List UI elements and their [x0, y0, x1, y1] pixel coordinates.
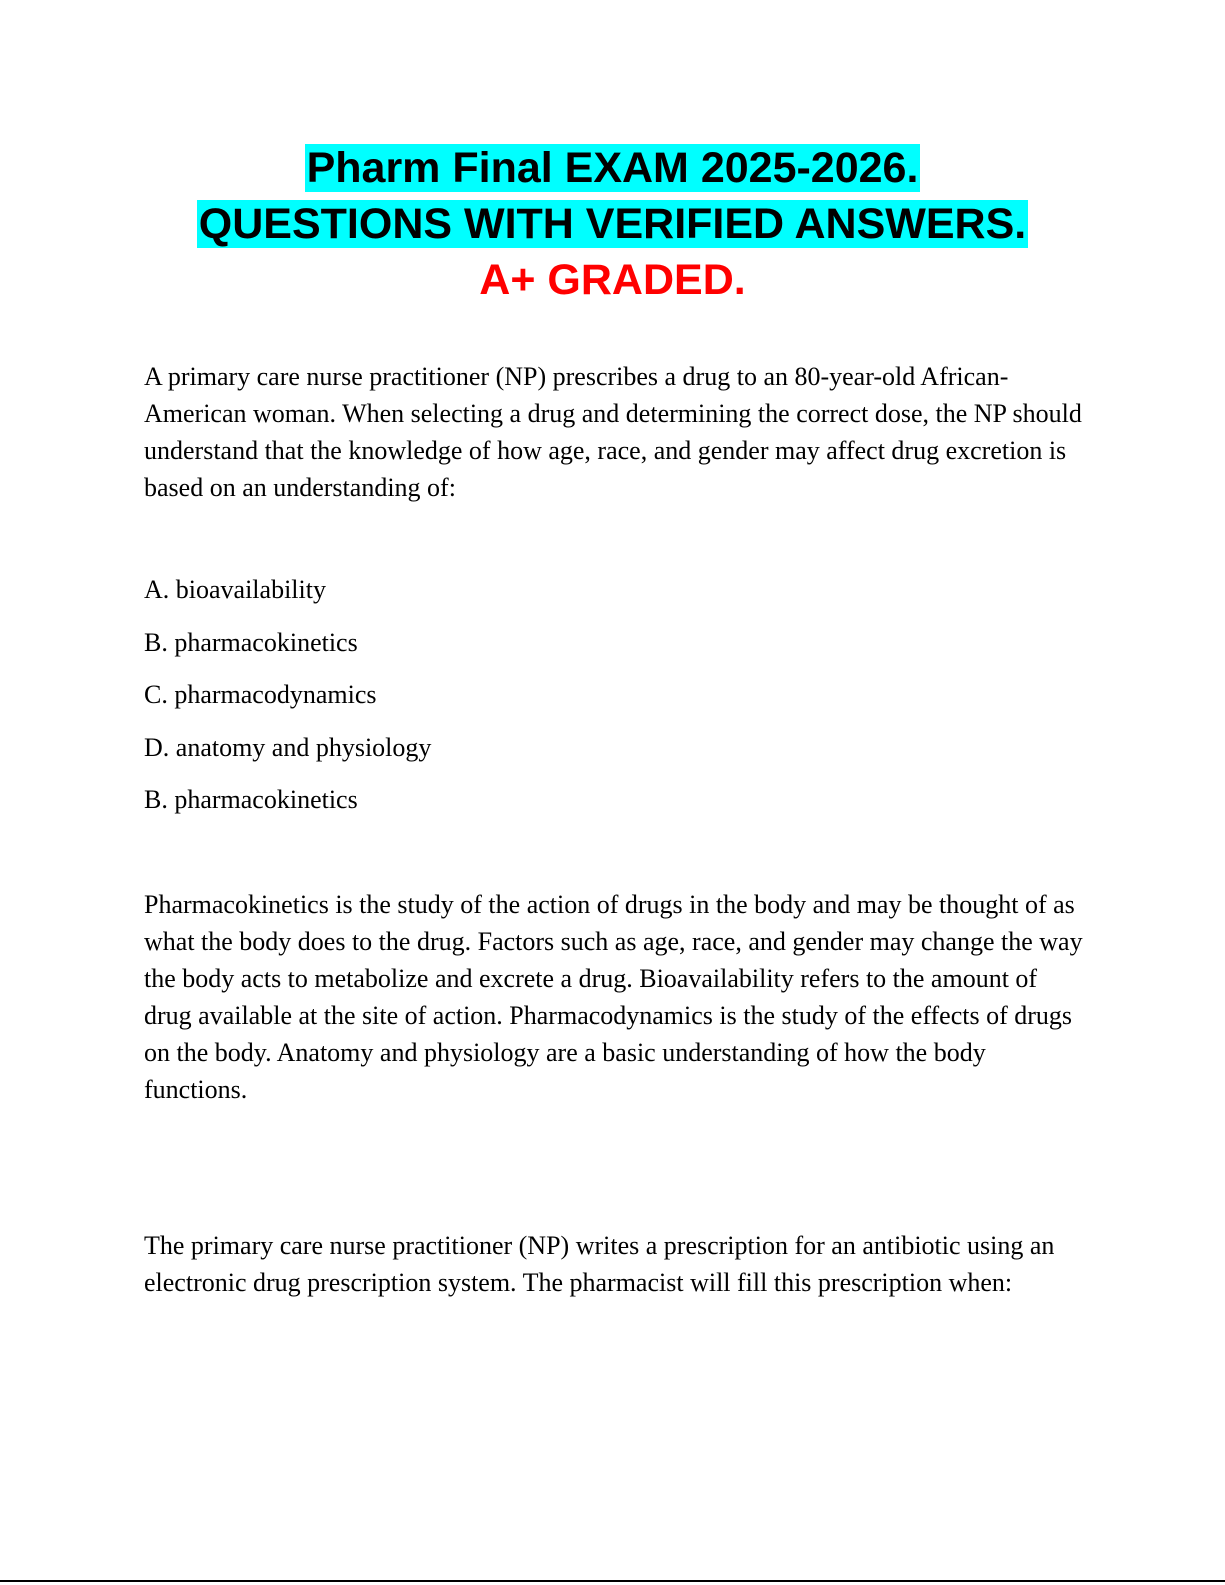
- title-line-1: [0, 140, 1225, 196]
- question-1-text: A primary care nurse practitioner (NP) prescribes a drug to an 80-year-old African-American woman. When selecting a drug and determining the correct dose, the NP should understand that the knowledge of how age, race, and gender may affect drug excretion is based on an understanding of:: [144, 362, 1082, 502]
- title-questions-highlight: QUESTIONS WITH VERIFIED ANSWERS.: [198, 200, 1027, 248]
- option-c: C. pharmacodynamics: [144, 680, 377, 709]
- title-line-2: [0, 196, 1225, 252]
- question-1-explanation: Pharmacokinetics is the study of the action of drugs in the body and may be thought of as what the body does to the drug. Factors such as age, race, and gender may change the way the body acts to metabolize and excrete a drug. Bioavailability refers to the amount of drug available at the site of action. Pharmacodynamics is the study of the effects of drugs on the body. Anatomy and physiology are a basic understanding of how the body functions.: [144, 890, 1083, 1104]
- title-grade: A+ GRADED.: [479, 256, 746, 304]
- question-1-answer: B. pharmacokinetics: [144, 785, 358, 814]
- title-exam-highlight: Pharm Final EXAM 2025-2026.: [306, 144, 919, 192]
- page-bottom-rule: [0, 1580, 1225, 1582]
- question-2-text: The primary care nurse practitioner (NP) writes a prescription for an antibiotic using an electronic drug prescription system. The pharmacist will fill this prescription when:: [144, 1231, 1055, 1297]
- question-1-options: [144, 571, 431, 781]
- option-d: D. anatomy and physiology: [144, 732, 432, 762]
- document-title: [0, 140, 1225, 308]
- option-b: B. pharmacokinetics: [144, 627, 358, 657]
- option-a: A. bioavailability: [144, 575, 326, 604]
